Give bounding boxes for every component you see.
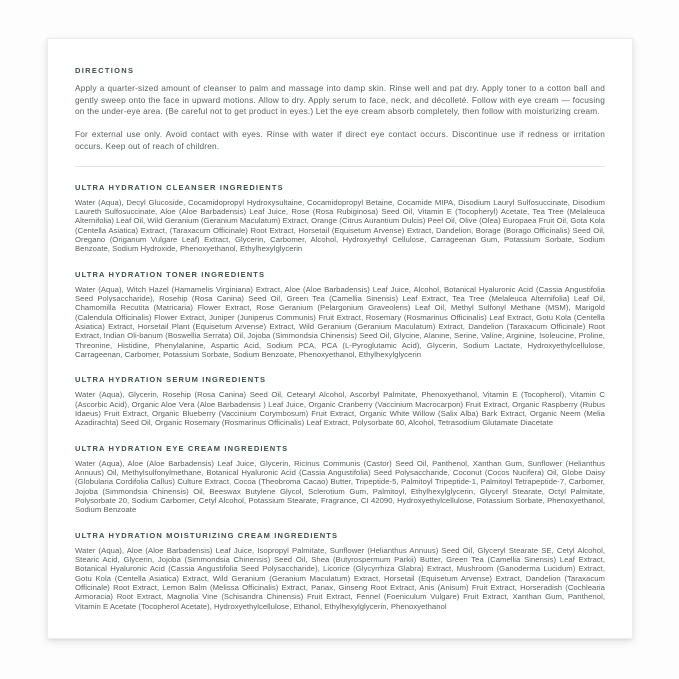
cleanser-ingredients-text: Water (Aqua), Decyl Glucoside, Cocamidopropyl Hydroxysultaine, Cocamidopropyl Betaine, Cocamide MIPA, Disodium Lauryl Sulfosuccinate, Disodium Laureth Sulfosuccinate, Aloe (Aloe Barbadensis) Leaf Juice, Rose (Rosa Rubiginosa) Seed Oil, Vitamin E (Tocopheryl) Acetate, Tea Tree (Melaleuca Alternifolia) Leaf Oil, Wild Geranium (Geranium Maculatum) Extract, Orange (Citrus Aurantium Dulcis) Peel Oil, Olive (Olea) Europaea Fruit Oil, Gota Kola (Centella Asiatica) Extract, (Taraxacum Officinale) Root Extract, Horsetail (Equisetum Arvense) Extract, Dandelion, Borage (Borago Officinalis) Seed Oil, Oregano (Origanum Vulgare Leaf) Extract, Glycerin, Carbomer, Alcohol, Hydroxyethyl Cellulose, Carrageenan Gum, Potassium Sorbate, Sodium Benzoate, Sodium Hydroxide, Phenoxyethanol, Ethylhexylglycerin — [75, 197, 605, 254]
toner-ingredients-heading: ULTRA HYDRATION TONER INGREDIENTS — [75, 269, 266, 279]
serum-ingredients-section — [75, 375, 605, 427]
moisturizing-cream-ingredients-heading: ULTRA HYDRATION MOISTURIZING CREAM INGREDIENTS — [75, 530, 339, 540]
directions-section — [75, 66, 605, 153]
serum-ingredients-heading: ULTRA HYDRATION SERUM INGREDIENTS — [75, 375, 267, 385]
moisturizing-cream-ingredients-text: Water (Aqua), Aloe (Aloe Barbadensis) Leaf Juice, Isopropyl Palmitate, Sunflower (Helianthus Annuus) Seed Oil, Glyceryl Stearate SE, Cetyl Alcohol, Stearic Acid, Glycerin, Jojoba (Simmondsia Chinensis) Seed Oil, Shea (Butyrospermum Parkii) Butter, Green Tea (Camellia Sinensis) Leaf Extract, Botanical Hyaluronic Acid (Cassia Angustifolia Seed Polysaccharide), Licorice (Glycyrrhiza Glabra) Extract, Mushroom (Ganoderma Lucidum) Extract, Gotu Kola (Centella Asiatica) Extract, Wild Geranium (Geranium Maculatum) Extract, Horsetail (Equisetum Arvense) Extract, Dandelion (Taraxacum Officinale) Root Extract, Lemon Balm (Melissa Officinalis) Extract, Panax, Ginseng Root Extract, Anis (Anisum) Fruit Extract, Horseradish (Cochlearia Armoracia) Root Extract, Magnolia Vine (Schisandra Chinensis) Fruit Extract, Fennel (Foeniculum Vulgare) Fruit Extract, Xanthan Gum, Panthenol, Vitamin E Acetate (Tocopherol Acetate), Hydroxyethylcellulose, Ethanol, Ethylhexylglycerin, Phenoxyethanol — [75, 545, 605, 611]
product-info-card — [47, 38, 633, 639]
cleanser-ingredients-section — [75, 183, 605, 254]
eye-cream-ingredients-text: Water (Aqua), Aloe (Aloe Barbadensis) Leaf Juice, Glycerin, Ricinus Communis (Castor) Seed Oil, Panthenol, Xanthan Gum, Sunflower (Helianthus Annuus) Oil, Methylsulfonylmethane, Botanical Hyaluronic Acid (Cassia Angustifolia) Seed Polysaccharide, Coconut (Cocos Nucifera) Oil, Globe Daisy (Globularia Cordifolia Callus) Culture Extract, Cocoa (Theobroma Cacao) Butter, Tripeptide-5, Palmitoyl Tripeptide-1, Palmitoyl Tetrapeptide-7, Carbomer, Jojoba (Simmondsia Chinensis) Oil, Beeswax Butylene Glycol, Sclerotium Gum, Palmitoyl, Ethylhexylglycerin, Glyceryl Stearate, Octyl Palmitate, Polysorbate 20, Sodium Carbomer, Cetyl Alcohol, Potassium Stearate, Fragrance, CI 42090, Hydroxyethylcellulose, Potassium Sorbate, Phenoxyethanol, Sodium Benzoate — [75, 458, 605, 515]
serum-ingredients-text: Water (Aqua), Glycerin, Rosehip (Rosa Canina) Seed Oil, Cetearyl Alcohol, Ascorbyl Palmitate, Phenoxyethanol, Vitamin E (Tocopherol), Vitamin C (Ascorbic Acid), Organic Aloe Vera (Aloe Barbadensis ) Leaf Juice, Organic Cranberry (Vaccinium Macrocarpon) Fruit Extract, Organic Raspberry (Rubus Idaeus) Fruit Extract, Organic Blueberry (Vaccinium Corymbosum) Fruit Extract, Organic White Willow (Salix Alba) Bark Extract, Organic Neem (Melia Azadirachta) Seed Oil, Organic Rosemary (Rosmarinus Officinalis) Leaf Extract, Polysorbate 60, Alcohol, Tetrasodium Glutamate Diacetate — [75, 390, 605, 428]
section-divider — [75, 166, 605, 167]
eye-cream-ingredients-section — [75, 444, 605, 515]
directions-usage-text: Apply a quarter-sized amount of cleanser to palm and massage into damp skin. Rinse well and pat dry. Apply toner to a cotton ball and gently sweep onto the face in upward motions. Allow to dry. Apply serum to face, neck, and décolleté. Follow with eye cream — focusing on the under-eye area. (Be careful not to get product in eyes.) Let the eye cream absorb completely, then follow with moisturizing cream. — [75, 83, 605, 117]
toner-ingredients-text: Water (Aqua), Witch Hazel (Hamamelis Virginiana) Extract, Aloe (Aloe Barbadensis) Leaf Juice, Alcohol, Botanical Hyaluronic Acid (Cassia Angustifolia Seed Polysaccharide), Rosehip (Rosa Canina) Seed Oil, Green Tea (Camellia Sinensis) Leaf Extract, Tea Tree (Melaleuca Alternifolia) Leaf Oil, Chamomilla Recutita (Matricaria) Flower Extract, Rose Geranium (Pelargonium Graveolens) Leaf Oil, Methyl Sulfonyl Methane (MSM), Marigold (Calendula Officinalis) Flower Extract, Juniper (Juniperus Communis) Fruit Extract, Rosemary (Rosmarinus Officinalis) Leaf Extract, Gotu Kola (Centella Asiatica) Extract, Horsetail Plant (Equisetum Arvense) Extract, Wild Geranium (Geranium Maculatum) Extract, Dandelion (Taraxacum Officinale) Root Extract, Indian Oli-banum (Boswellia Serrata) Oil, Jojoba (Simmondsia Chinensis) Seed Oil, Glycine, Alanine, Serine, Valine, Arginine, Isoleucine, Proline, Threonine, Histidine, Phenylalanine, Aspartic Acid, Sodium PCA, PCA (L-Pyroglutamic Acid), Glycerin, Sodium Lactate, Hydroxyethylcellulose, Carrageenan, Carbomer, Potassium Sorbate, Sodium Benzoate, Phenoxyethanol, Ethylhexylglycerin — [75, 284, 605, 359]
toner-ingredients-section — [75, 270, 605, 360]
cleanser-ingredients-heading: ULTRA HYDRATION CLEANSER INGREDIENTS — [75, 182, 284, 192]
directions-warning-text: For external use only. Avoid contact with eyes. Rinse with water if direct eye contact occurs. Discontinue use if redness or irritation occurs. Keep out of reach of children. — [75, 129, 605, 151]
directions-heading: DIRECTIONS — [75, 66, 135, 75]
eye-cream-ingredients-heading: ULTRA HYDRATION EYE CREAM INGREDIENTS — [75, 443, 289, 453]
moisturizing-cream-ingredients-section — [75, 531, 605, 611]
